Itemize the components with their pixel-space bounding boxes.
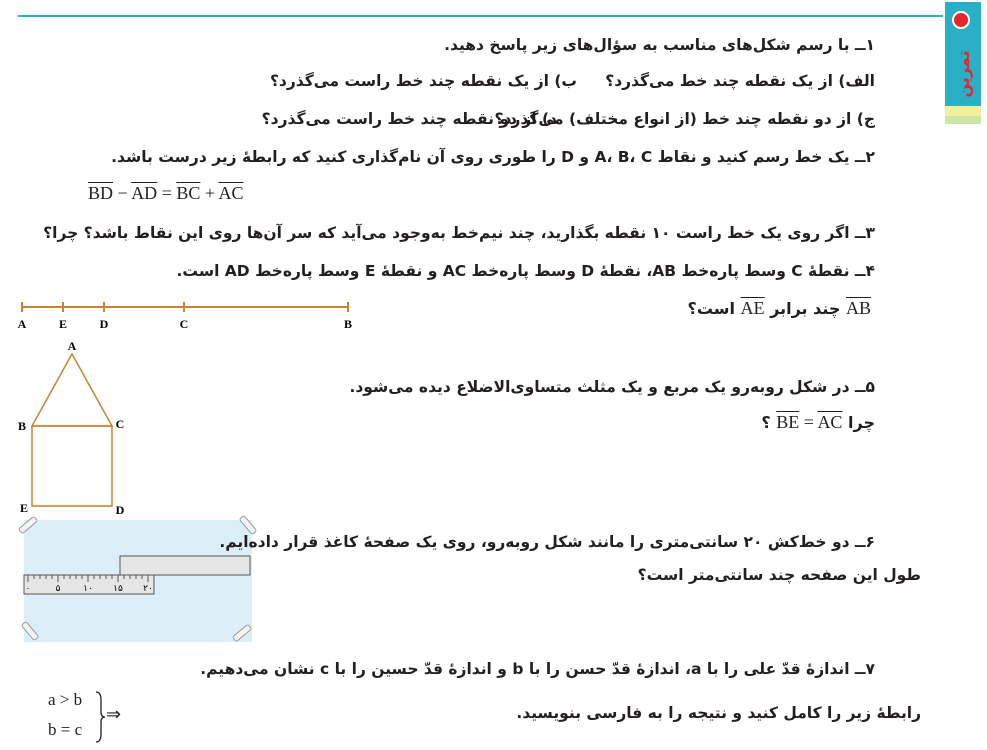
segment-bd: $\overline{BD}$: [88, 183, 114, 203]
plus-sign: +: [204, 183, 216, 203]
ruler-tick-0: ۰: [25, 584, 31, 594]
vertex-a: A: [67, 339, 77, 353]
ex1-title: ۱ــ با رسم شکل‌های مناسب به سؤال‌های زیر پاسخ دهید.: [444, 36, 875, 54]
label-c: C: [179, 317, 189, 331]
ruler-tick-20: ۲۰: [143, 584, 153, 594]
ex2-equation: [88, 183, 244, 204]
ex1-part-c: ج) از دو نقطه چند خط (از انواع مختلف) می‌گذرد؟: [494, 110, 875, 128]
ex5-why: چرا: [848, 413, 875, 432]
ex2-text: ۲ــ یک خط رسم کنید و نقاط A، B، C و D را طوری روی آن نام‌گذاری کنید که رابطهٔ زیر درست باشد.: [111, 148, 875, 166]
segment-be: $\overline{BE}$: [776, 412, 800, 432]
label-b: B: [343, 317, 353, 331]
number-line-figure: [14, 298, 359, 332]
ex1-part-a: الف) از یک نقطه چند خط می‌گذرد؟: [605, 72, 875, 90]
vertex-d: D: [115, 503, 125, 517]
ex3-text: ۳ــ اگر روی یک خط راست ۱۰ نقطه بگذارید، چند نیم‌خط به‌وجود می‌آید که سر آن‌ها روی این نقاط باشد؟ چرا؟: [43, 224, 875, 242]
ruler-tick-15: ۱۵: [113, 584, 123, 594]
ex7-text-1: ۷ــ اندازهٔ قدّ علی را با a، اندازهٔ قدّ حسن را با b و اندازهٔ قدّ حسین را با c نشان می‌دهیم.: [200, 660, 875, 678]
bullet-icon: [953, 12, 969, 28]
segment-ae: AE: [740, 298, 765, 318]
exercise-tab: [943, 2, 983, 126]
ex4-question-mid: چند برابر: [770, 299, 841, 318]
minus-sign: −: [117, 183, 128, 203]
ex4-question: [688, 298, 871, 319]
vertex-b: B: [17, 419, 27, 433]
ruler-tick-5: ۵: [55, 584, 61, 594]
segment-ad: $\overline{AD}$: [131, 183, 158, 203]
ex1-part-d: د) از دو نقطه چند خط راست می‌گذرد؟: [261, 110, 557, 128]
exercise-tab-graphic: [943, 2, 983, 126]
label-d: D: [99, 317, 109, 331]
label-a: A: [17, 317, 27, 331]
ex4-text: ۴ــ نقطهٔ C وسط پاره‌خط AB، نقطهٔ D وسط پاره‌خط AC و نقطهٔ E وسط پاره‌خط AD است.: [176, 262, 875, 280]
ex1-part-b: ب) از یک نقطه چند خط راست می‌گذرد؟: [269, 72, 577, 90]
upper-ruler: [120, 556, 250, 575]
segment-ac: $\overline{AC}$: [218, 183, 244, 203]
vertex-e: E: [19, 501, 29, 515]
ex7-text-2: رابطهٔ زیر را کامل کنید و نتیجه را به فارسی بنویسید.: [516, 704, 921, 722]
equals-sign-2: =: [803, 412, 814, 432]
square-triangle-figure: [14, 338, 134, 518]
segment-bc: $\overline{BC}$: [176, 183, 201, 203]
brace-icon: [94, 690, 106, 744]
ex6-text-2: طول این صفحه چند سانتی‌متر است؟: [637, 566, 921, 584]
label-e: E: [58, 317, 68, 331]
header-rule: [18, 15, 943, 17]
ex5-question: [761, 412, 875, 433]
implies-arrow: ⇒: [106, 704, 122, 724]
triangle-shape: [32, 354, 112, 426]
square-shape: [32, 426, 112, 506]
segment-ac-2: $\overline{AC}$: [817, 412, 843, 432]
ruler-tick-10: ۱۰: [83, 584, 93, 594]
segment-ab: AB: [845, 298, 871, 318]
ex5-qmark: ؟: [761, 413, 771, 432]
vertex-c: C: [115, 417, 125, 431]
ex6-text-1: ۶ــ دو خط‌کش ۲۰ سانتی‌متری را مانند شکل روبه‌رو، روی یک صفحهٔ کاغذ قرار داده‌ایم.: [219, 533, 875, 551]
ex4-question-end: است؟: [687, 299, 735, 318]
ex7-relation: [48, 688, 138, 746]
ex5-equation: [776, 412, 842, 432]
equals-sign: =: [161, 183, 172, 203]
relation-b-eq-c: b = c: [48, 720, 83, 739]
ex5-text: ۵ــ در شکل روبه‌رو یک مربع و یک مثلث متساوی‌الاضلاع دیده می‌شود.: [349, 378, 875, 396]
tab-label: تمرین: [954, 50, 973, 98]
relation-a-gt-b: a > b: [48, 690, 83, 709]
